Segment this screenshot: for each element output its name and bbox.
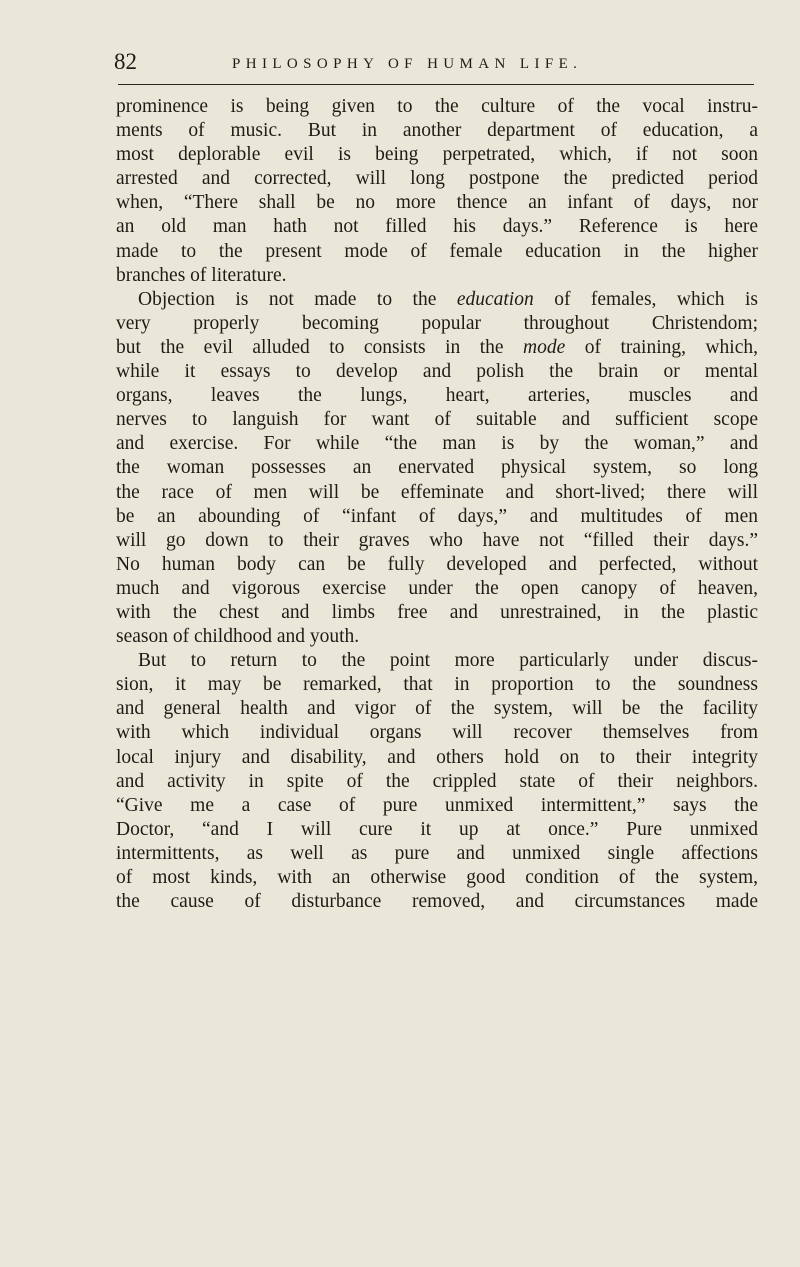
header-rule	[118, 84, 754, 85]
text-line: much and vigorous exercise under the open canopy of heaven,	[116, 577, 758, 599]
text-line: branches of literature.	[116, 264, 287, 286]
text-line: Doctor, “and I will cure it up at once.” Pure unmixed	[116, 818, 758, 840]
text-line: and general health and vigor of the system, will be the facility	[116, 698, 758, 720]
text-line: while it essays to develop and polish the brain or mental	[116, 361, 758, 383]
text-line: arrested and corrected, will long postpone the predicted period	[116, 168, 758, 190]
text-line: when, “There shall be no more thence an infant of days, nor	[116, 192, 758, 214]
text-line: intermittents, as well as pure and unmixed single affections	[116, 842, 758, 864]
text-line: local injury and disability, and others hold on to their integrity	[116, 746, 758, 768]
text-line: No human body can be fully developed and perfected, without	[116, 553, 758, 575]
text-line: But to return to the point more particularly under discus-	[138, 650, 758, 672]
text-line: the woman possesses an enervated physical system, so long	[116, 457, 758, 479]
text-line	[116, 336, 758, 360]
text-line: the race of men will be effeminate and short-lived; there will	[116, 481, 758, 503]
text-line: and activity in spite of the crippled state of their neighbors.	[116, 770, 758, 792]
text-line: an old man hath not filled his days.” Reference is here	[116, 216, 758, 238]
text-line: very properly becoming popular throughout Christendom;	[116, 312, 758, 334]
paragraph	[116, 288, 758, 649]
text-line	[116, 288, 758, 312]
text-line: with which individual organs will recover themselves from	[116, 722, 758, 744]
text-run: Objection is not made to the	[138, 288, 457, 310]
text-line: sion, it may be remarked, that in proportion to the soundness	[116, 674, 758, 696]
paragraph	[116, 95, 758, 288]
text-line: with the chest and limbs free and unrestrained, in the plastic	[116, 601, 758, 623]
text-run: but the evil alluded to consists in the	[116, 336, 524, 358]
text-line: be an abounding of “infant of days,” and multitudes of men	[116, 505, 758, 527]
text-line: and exercise. For while “the man is by the woman,” and	[116, 433, 758, 455]
text-line: ments of music. But in another department of education, a	[116, 120, 758, 142]
text-line: will go down to their graves who have not “filled their days.”	[116, 529, 758, 551]
running-title: PHILOSOPHY OF HUMAN LIFE.	[232, 56, 583, 72]
text-run: of females, which is	[533, 288, 758, 310]
text-line: prominence is being given to the culture of the vocal instru-	[116, 96, 758, 117]
page-number: 82	[114, 49, 137, 74]
body-text	[116, 95, 758, 914]
text-line: most deplorable evil is being perpetrated, which, if not soon	[116, 144, 758, 166]
text-line: made to the present mode of female education in the higher	[116, 240, 758, 262]
paragraph	[116, 649, 758, 914]
text-run: of training, which,	[565, 336, 758, 358]
text-line: “Give me a case of pure unmixed intermittent,” says the	[116, 794, 758, 816]
text-line: organs, leaves the lungs, heart, arteries, muscles and	[116, 385, 758, 407]
text-line: the cause of disturbance removed, and circumstances made	[116, 891, 758, 913]
text-line: nerves to languish for want of suitable and sufficient scope	[116, 409, 758, 431]
italic-word: education	[456, 288, 534, 310]
text-line: of most kinds, with an otherwise good condition of the system,	[116, 867, 758, 888]
text-line: season of childhood and youth.	[116, 626, 360, 648]
italic-word: mode	[523, 336, 566, 358]
